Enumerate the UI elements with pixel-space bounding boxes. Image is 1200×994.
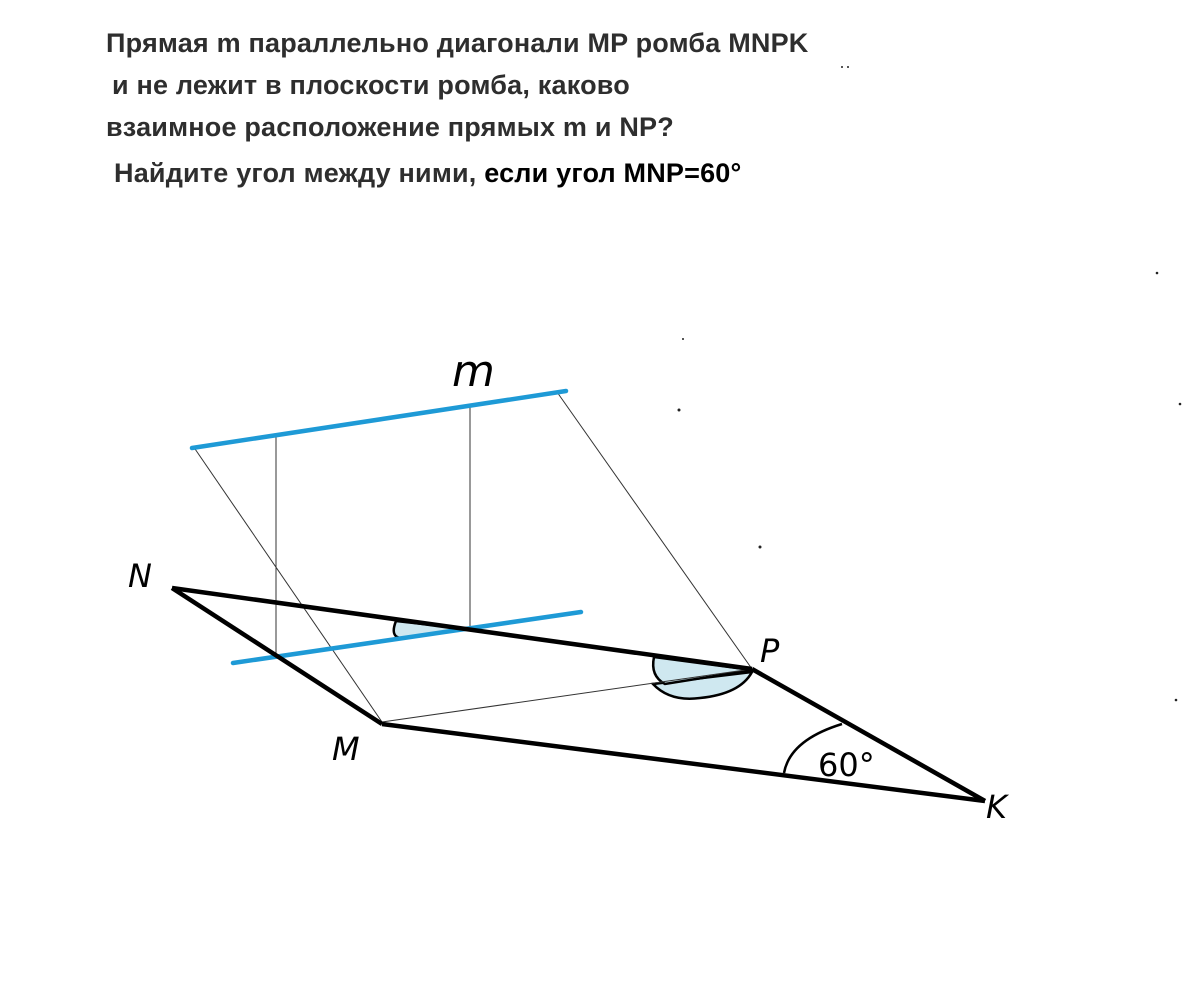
problem-line-4-part-2: если угол MNP=60° <box>484 158 742 188</box>
line-m <box>192 391 566 448</box>
problem-line-2: и не лежит в плоскости ромба, каково <box>112 70 630 100</box>
label-vertex-k: K <box>986 788 1007 826</box>
rhombus-side-mk <box>382 724 985 801</box>
label-vertex-n: N <box>128 557 152 595</box>
label-vertex-m: M <box>332 730 360 768</box>
rhombus-side-nm <box>172 588 382 724</box>
problem-line-1: Прямая m параллельно диагонали MP ромба MNPK <box>106 28 809 58</box>
rhombus-side-np <box>172 588 752 669</box>
stray-dots <box>678 66 1182 701</box>
label-angle-k: 60° <box>818 746 875 784</box>
construction-line-nm <box>193 446 382 722</box>
label-line-m: m <box>452 346 495 397</box>
label-vertex-p: P <box>760 632 780 670</box>
construction-line-pk <box>557 392 752 669</box>
problem-line-4-part-1: Найдите угол между ними, <box>114 158 485 188</box>
problem-line-3: взаимное расположение прямых m и NP? <box>106 112 674 142</box>
